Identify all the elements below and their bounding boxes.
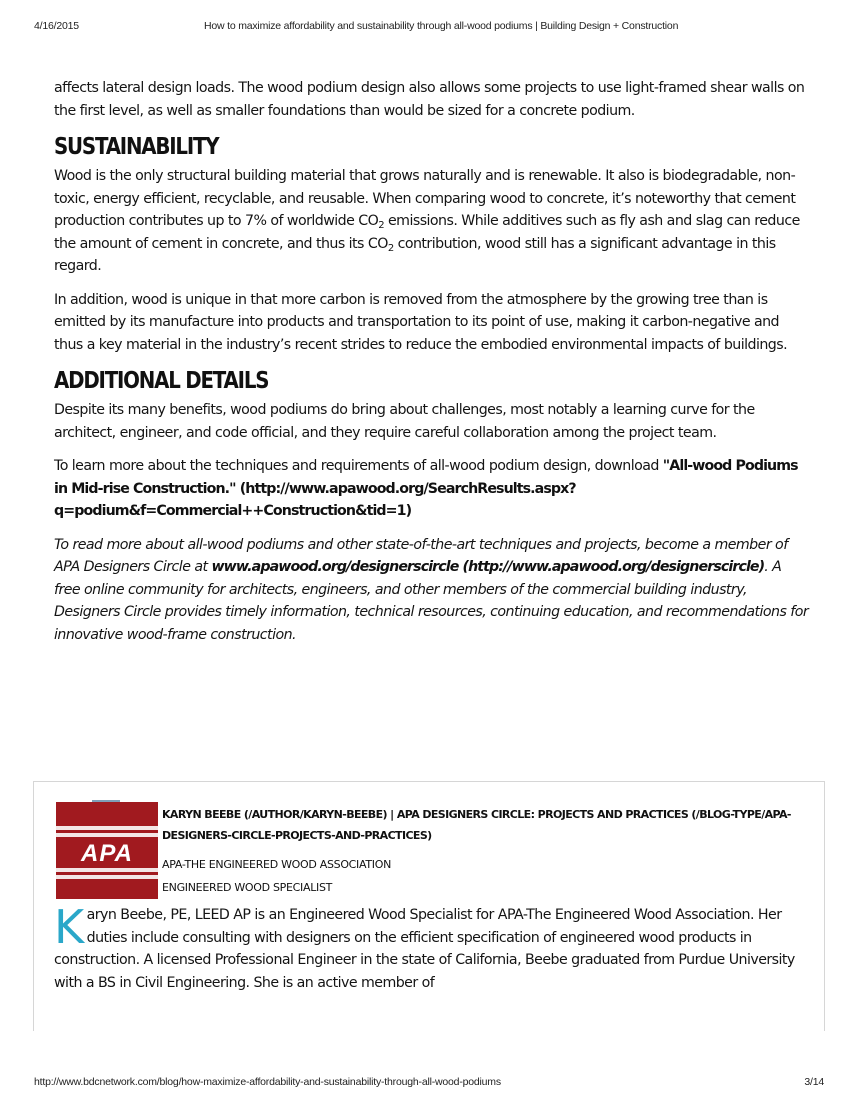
print-header [0,20,858,36]
author-bio [54,900,814,994]
text-run: To read more about all-wood podiums and other state-of-the-art techniques and projects, become a member of APA Designers Circle at [54,536,788,575]
page-number: 3/14 [804,1076,824,1088]
details-paragraph-3 [54,534,810,647]
subscript: 2 [387,242,394,254]
text-run: emissions. While additives such as fly ash and slag can reduce the amount of cement in concrete, and thus its CO [54,213,800,252]
designers-circle-link[interactable]: www.apawood.org/designerscircle (http://www.apawood.org/designerscircle) [211,559,765,575]
print-footer [0,1076,858,1092]
sustainability-paragraph-2: In addition, wood is unique in that more carbon is removed from the atmosphere by the growing tree than is emitted by its manufacture into products and transportation to its point of use, making it carbon-negative and thus a key material in the industry’s recent strides to reduce the embodied environmental impacts of buildings. [54,291,788,353]
print-url: http://www.bdcnetwork.com/blog/how-maximize-affordability-and-sustainability-through-all-wood-podiums [34,1076,501,1088]
heading-sustainability: SUSTAINABILITY [54,134,219,160]
author-role: ENGINEERED WOOD SPECIALIST [162,881,333,894]
logo-stripe [56,868,158,872]
download-podiums-guide-link[interactable]: "All-wood Podiums in Mid-rise Construction." (http://www.apawood.org/SearchResults.aspx?q=podium&f=Commercial++Construction&tid=1) [54,458,798,519]
text-run: To learn more about the techniques and requirements of all-wood podium design, download [54,458,663,474]
heading-additional-details: ADDITIONAL DETAILS [54,368,269,394]
sustainability-paragraph-1 [54,165,810,278]
print-page-title: How to maximize affordability and sustainability through all-wood podiums | Building Design + Construction [204,20,679,32]
subscript: 2 [378,220,385,231]
logo-text: APA [81,840,133,867]
author-link[interactable]: KARYN BEEBE (/AUTHOR/KARYN-BEEBE) [162,808,387,821]
print-date: 4/16/2015 [34,20,79,32]
details-paragraph-1: Despite its many benefits, wood podiums do bring about challenges, most notably a learning curve for the architect, engineer, and code official, and they require careful collaboration among the project team. [54,402,755,441]
logo-stripe [56,875,158,879]
article-body [54,77,810,657]
text-run: . A free online community for architects, engineers, and other members of the commercial building industry, Designers Circle provides timely information, technical resources, continuing education, and recommendations for innovative wood-frame construction. [54,559,809,643]
byline [162,804,802,846]
bio-dropcap: K [54,900,84,954]
apa-logo [56,802,158,899]
logo-stripe [56,826,158,830]
author-box [33,781,825,1031]
text-run: Wood is the only structural building material that grows naturally and is renewable. It also is biodegradable, non-toxic, energy efficient, recyclable, and reusable. When comparing wood to concrete, it’s noteworthy that cement production contributes up to 7% of worldwide CO [54,168,796,229]
logo-stripe [56,833,158,837]
author-organization: APA-THE ENGINEERED WOOD ASSOCIATION [162,858,392,871]
author-meta [162,804,802,898]
details-paragraph-2 [54,455,810,523]
text-run: contribution, wood still has a significant advantage in this regard. [54,235,776,274]
bio-text: aryn Beebe, PE, LEED AP is an Engineered Wood Specialist for APA-The Engineered Wood Association. Her duties include consulting with designers on the efficient specification of engineered wood products in construction. A licensed Professional Engineer in the state of California, Beebe graduated from Purdue University with a BS in Civil Engineering. She is an active member of [54,907,795,991]
byline-separator: | [386,808,397,821]
category-link[interactable]: APA DESIGNERS CIRCLE: PROJECTS AND PRACTICES (/BLOG-TYPE/APA-DESIGNERS-CIRCLE-PROJECTS-AND-PRACTICES) [162,808,791,842]
intro-paragraph: affects lateral design loads. The wood podium design also allows some projects to use light-framed shear walls on the first level, as well as smaller foundations than would be sized for a concrete podium. [54,80,805,119]
